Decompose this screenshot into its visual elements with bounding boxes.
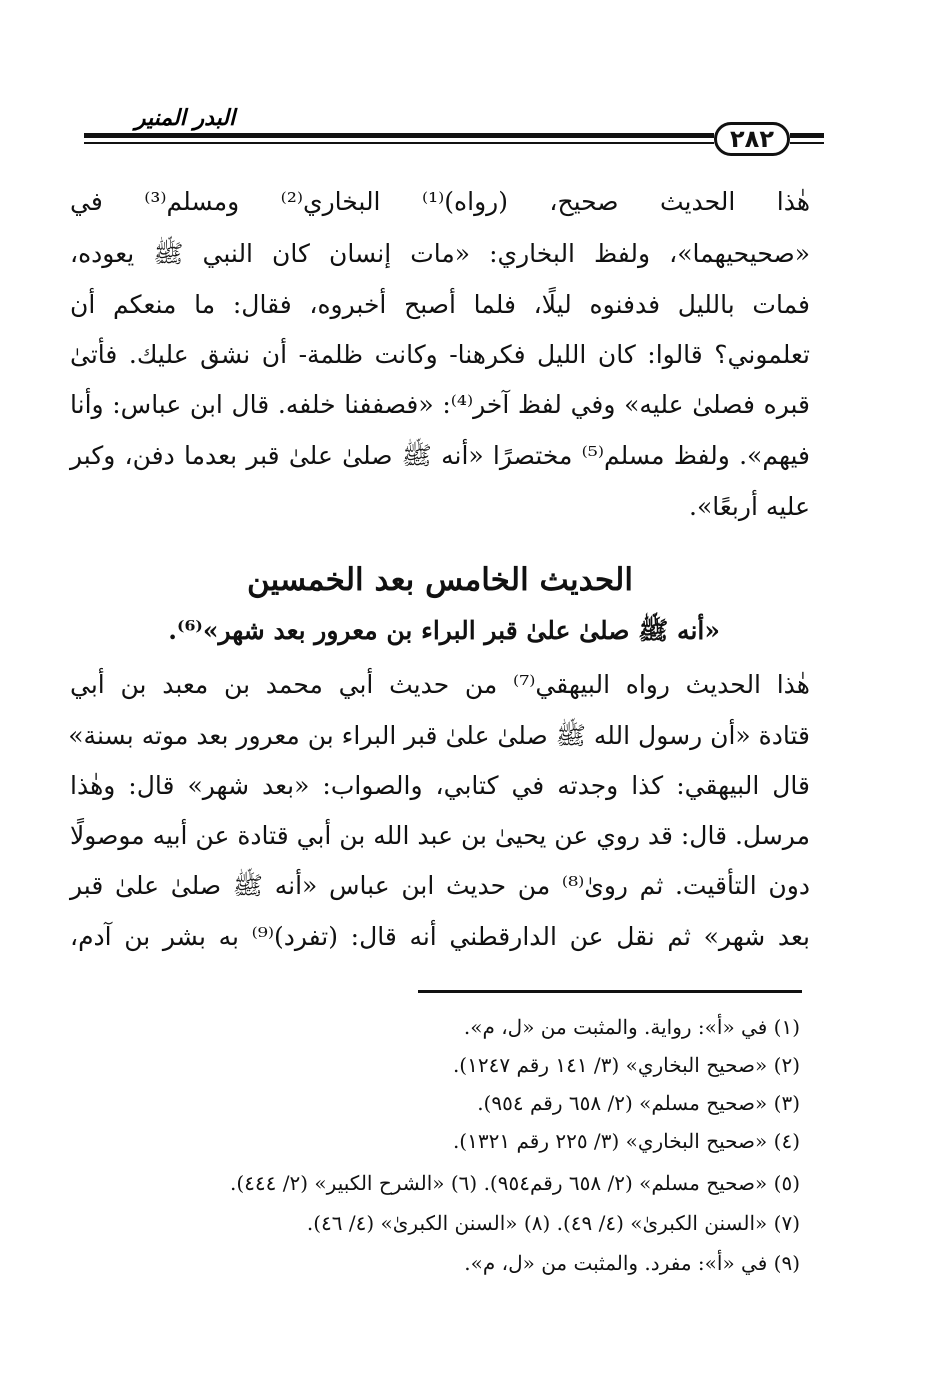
footnote: (٧) «السنن الكبرىٰ» (٤/ ٤٩). (٨) «السنن الكبرىٰ» (٤/ ٤٦). <box>306 1211 800 1235</box>
hadith-quote: «أنه ﷺ صلىٰ علىٰ قبر البراء بن معرور بعد شهر»⁽⁶⁾. <box>168 616 720 645</box>
header-rule-right-thick <box>790 133 824 138</box>
body-line: هٰذا الحديث صحيح، (رواه)⁽¹⁾ البخاري⁽²⁾ ومسلم⁽³⁾ في <box>70 187 810 216</box>
body-line: مرسل. قال: قد روي عن يحيىٰ بن عبد الله بن أبي قتادة عن أبيه موصولًا <box>69 821 810 850</box>
footnote: (٤) «صحيح البخاري» (٣/ ٢٢٥ رقم ١٣٢١). <box>452 1129 800 1153</box>
footnote: (١) في «أ»: رواية. والمثبت من «ل، م». <box>463 1015 800 1039</box>
header-rule-right-thin <box>790 142 824 144</box>
footnote: (٩) في «أ»: مفرد. والمثبت من «ل، م». <box>464 1251 800 1275</box>
body-line: دون التأقيت. ثم روىٰ⁽⁸⁾ من حديث ابن عباس «أنه ﷺ صلىٰ علىٰ قبر <box>70 871 810 900</box>
body-line: بعد شهر» ثم نقل عن الدارقطني أنه قال: (تفرد)⁽⁹⁾ به بشر بن آدم، <box>70 922 810 951</box>
body-line: عليه أربعًا». <box>689 492 810 521</box>
section-heading: الحديث الخامس بعد الخمسين <box>247 562 633 598</box>
body-line: تعلموني؟ قالوا: كان الليل فكرهنا- وكانت ظلمة- أن نشق عليك. فأتىٰ <box>70 340 810 369</box>
body-line: «صحيحيهما»، ولفظ البخاري: «مات إنسان كان النبي ﷺ يعوده، <box>70 239 810 268</box>
page-number: ٢٨٢ <box>714 122 790 156</box>
body-line: فمات بالليل فدفنوه ليلًا، فلما أصبح أخبروه، فقال: ما منعكم أن <box>70 290 810 319</box>
header-rule-thick <box>84 133 714 138</box>
body-line: فيهم». ولفظ مسلم⁽⁵⁾ مختصرًا «أنه ﷺ صلىٰ علىٰ قبر بعدما دفن، وكبر <box>70 441 810 470</box>
body-line: قبره فصلىٰ عليه» وفي لفظ آخر⁽⁴⁾: «فصففنا خلفه. قال ابن عباس: وأنا <box>70 390 810 419</box>
footnote: (٥) «صحيح مسلم» (٢/ ٦٥٨ رقم٩٥٤). (٦) «الشرح الكبير» (٢/ ٤٤٤). <box>230 1171 800 1195</box>
footnote-separator <box>418 990 802 993</box>
running-header-title: البدر المنير <box>134 106 236 131</box>
footnote: (٢) «صحيح البخاري» (٣/ ١٤١ رقم ١٢٤٧). <box>452 1053 800 1077</box>
body-line: قال البيهقي: كذا وجدته في كتابي، والصواب: «بعد شهر» قال: وهٰذا <box>70 771 810 800</box>
header-rule-thin <box>84 142 714 144</box>
body-line: قتادة «أن رسول الله ﷺ صلىٰ علىٰ قبر البراء بن معرور بعد موته بسنة» <box>68 721 810 750</box>
footnote: (٣) «صحيح مسلم» (٢/ ٦٥٨ رقم ٩٥٤). <box>477 1091 800 1115</box>
body-line: هٰذا الحديث رواه البيهقي⁽⁷⁾ من حديث أبي محمد بن معبد بن أبي <box>70 670 810 699</box>
